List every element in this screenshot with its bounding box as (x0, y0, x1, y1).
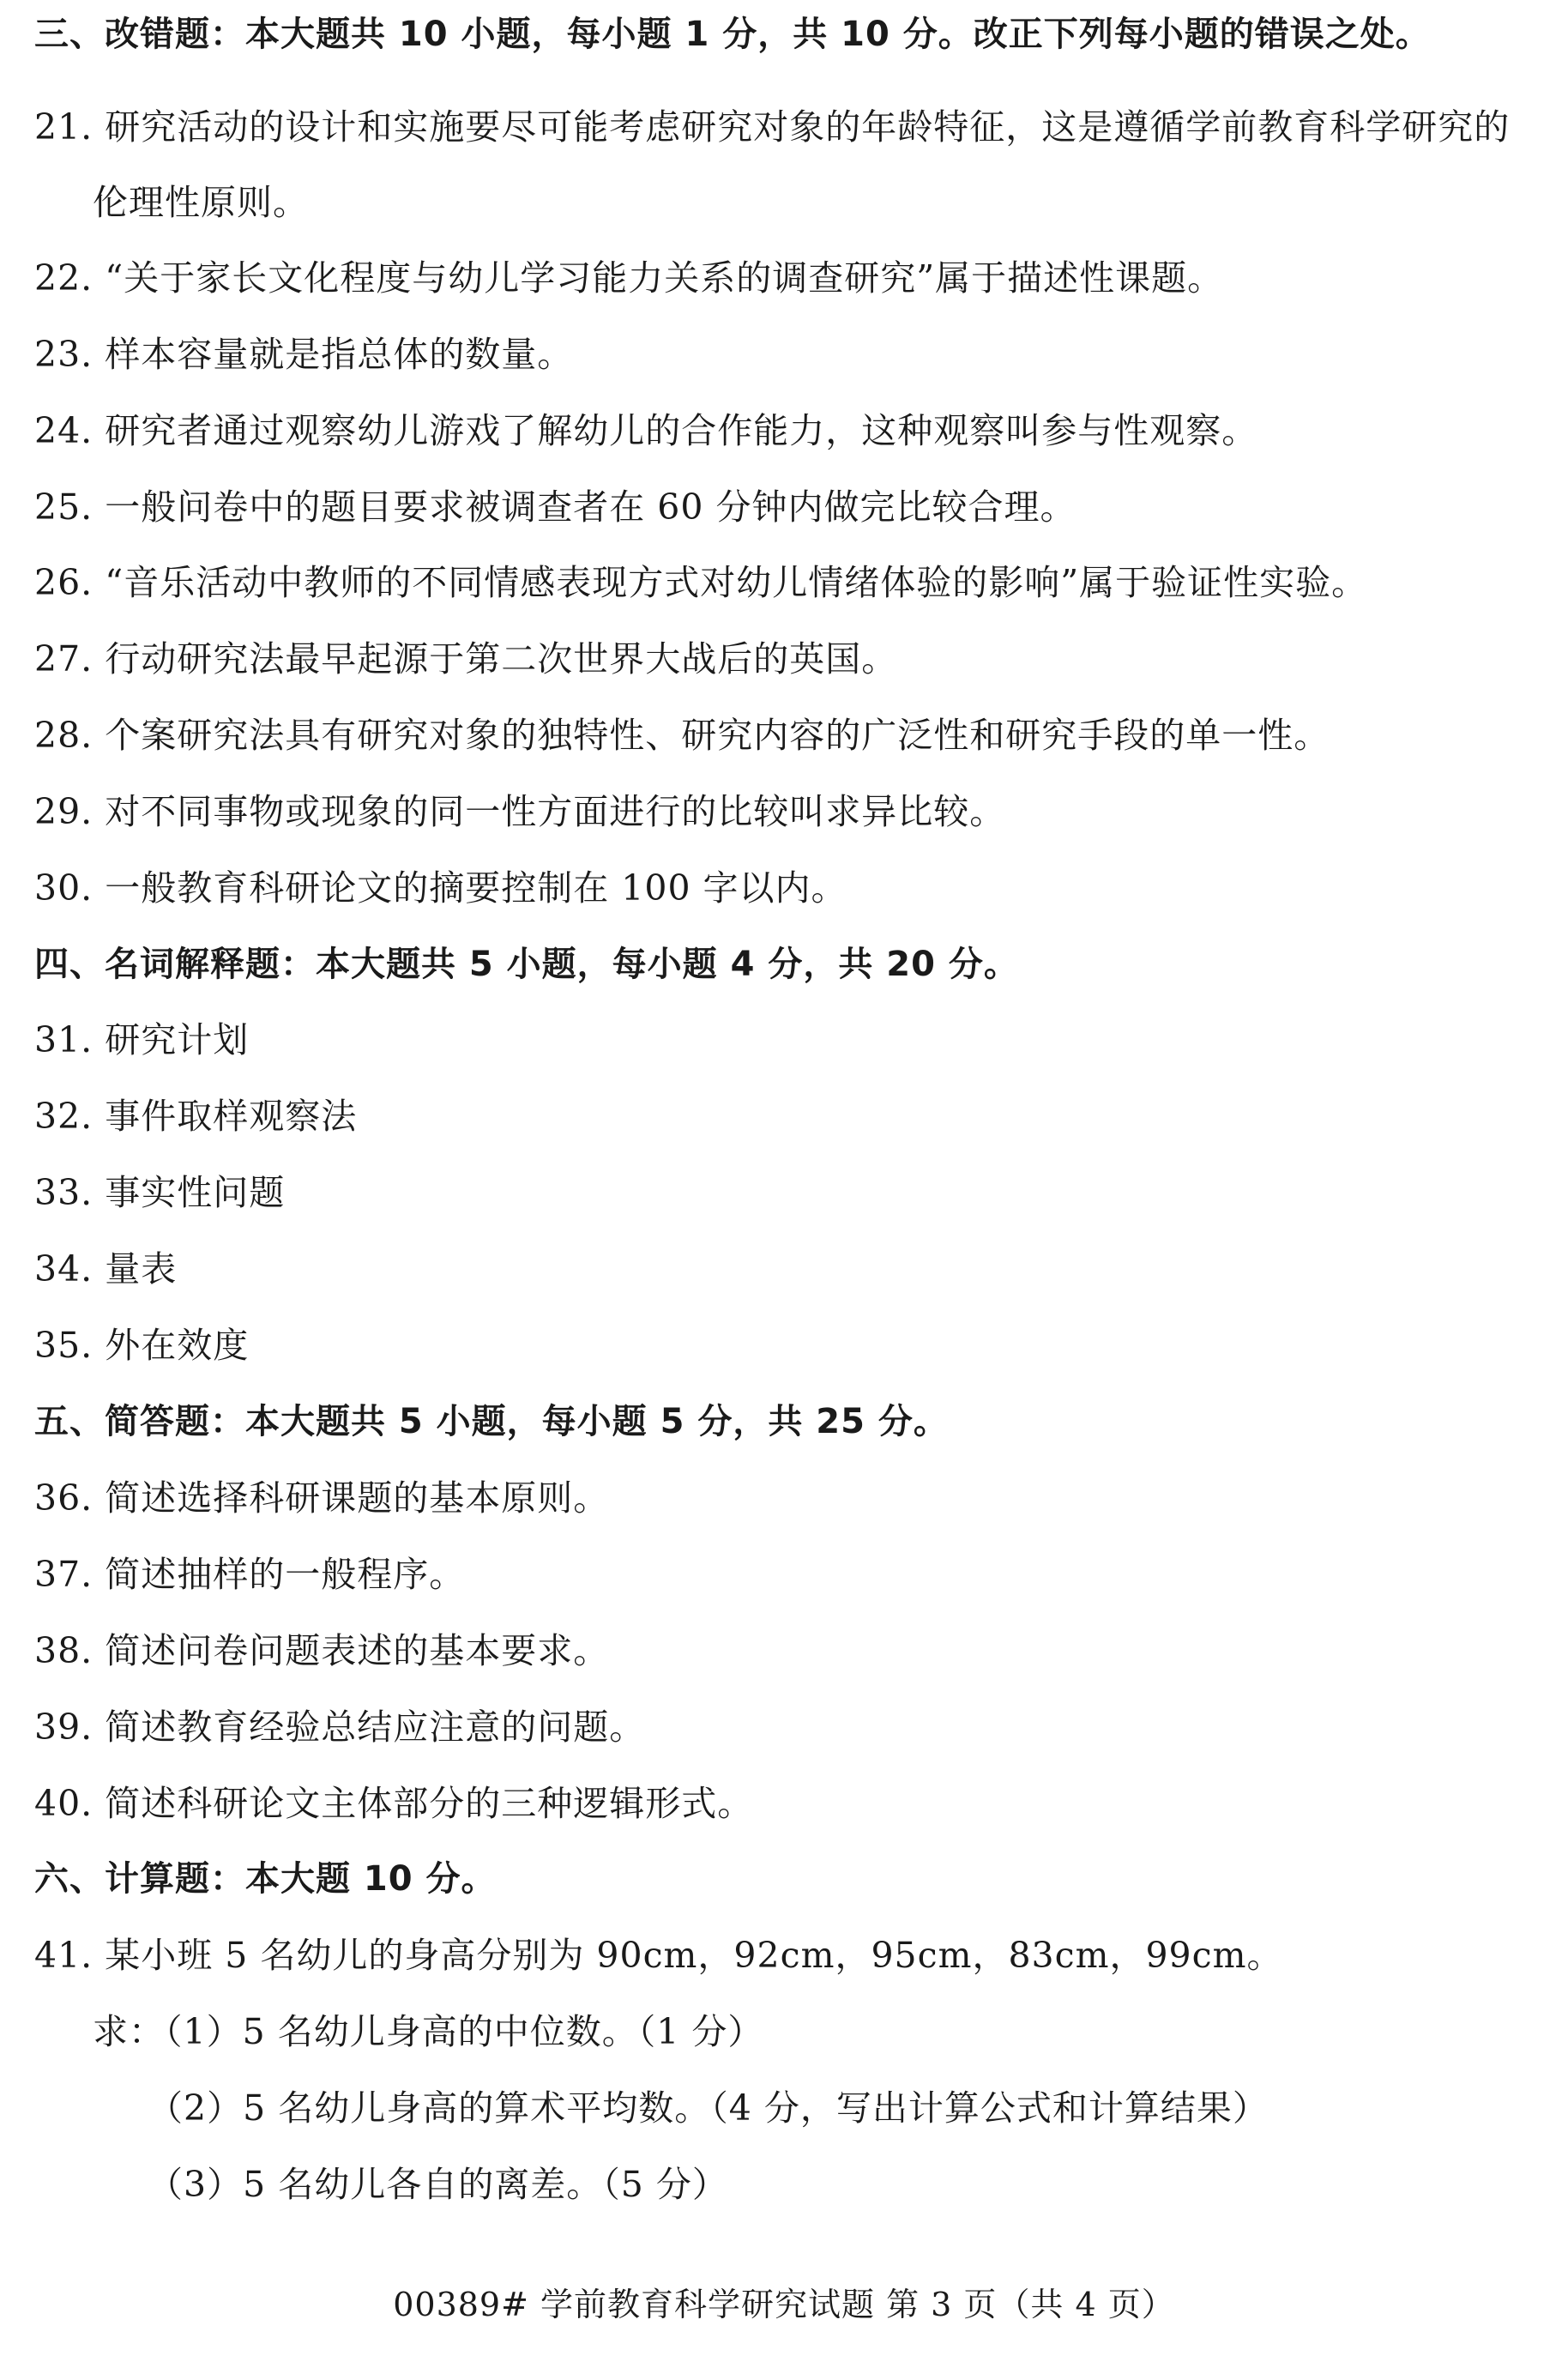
question-27: 27. 行动研究法最早起源于第二次世界大战后的英国。 (34, 638, 898, 680)
question-35: 35. 外在效度 (34, 1325, 250, 1366)
question-30: 30. 一般教育科研论文的摘要控制在 100 字以内。 (34, 867, 847, 909)
section-6-heading: 六、计算题：本大题 10 分。 (34, 1859, 497, 1899)
question-40: 40. 简述科研论文主体部分的三种逻辑形式。 (34, 1783, 754, 1824)
question-26: 26. “音乐活动中教师的不同情感表现方式对幼儿情绪体验的影响”属于验证性实验。 (34, 562, 1368, 603)
question-21-line-1: 21. 研究活动的设计和实施要尽可能考虑研究对象的年龄特征，这是遵循学前教育科学研究的 (34, 106, 1511, 148)
question-36: 36. 简述选择科研课题的基本原则。 (34, 1477, 610, 1519)
section-4-heading: 四、名词解释题：本大题共 5 小题，每小题 4 分，共 20 分。 (34, 945, 1019, 984)
question-38: 38. 简述问卷问题表述的基本要求。 (34, 1630, 610, 1671)
question-25: 25. 一般问卷中的题目要求被调查者在 60 分钟内做完比较合理。 (34, 486, 1076, 528)
question-24: 24. 研究者通过观察幼儿游戏了解幼儿的合作能力，这种观察叫参与性观察。 (34, 410, 1258, 451)
question-41-part-3: （3）5 名幼儿各自的离差。（5 分） (148, 2164, 728, 2205)
question-22: 22. “关于家长文化程度与幼儿学习能力关系的调查研究”属于描述性课题。 (34, 257, 1224, 299)
question-21-line-2: 伦理性原则。 (93, 182, 309, 223)
question-33: 33. 事实性问题 (34, 1172, 286, 1213)
question-41-part-1: 求：（1）5 名幼儿身高的中位数。（1 分） (93, 2011, 764, 2052)
question-41-part-2: （2）5 名幼儿身高的算术平均数。（4 分，写出计算公式和计算结果） (148, 2087, 1269, 2129)
section-5-heading: 五、简答题：本大题共 5 小题，每小题 5 分，共 25 分。 (34, 1402, 949, 1441)
question-31: 31. 研究计划 (34, 1019, 250, 1060)
question-41: 41. 某小班 5 名幼儿的身高分别为 90cm，92cm，95cm，83cm，99cm。 (34, 1935, 1283, 1976)
question-28: 28. 个案研究法具有研究对象的独特性、研究内容的广泛性和研究手段的单一性。 (34, 715, 1330, 756)
section-3-heading: 三、改错题：本大题共 10 小题，每小题 1 分，共 10 分。改正下列每小题的错误之处。 (34, 15, 1431, 54)
page-footer: 00389# 学前教育科学研究试题 第 3 页（共 4 页） (393, 2286, 1175, 2323)
question-39: 39. 简述教育经验总结应注意的问题。 (34, 1707, 646, 1748)
question-23: 23. 样本容量就是指总体的数量。 (34, 334, 574, 375)
question-32: 32. 事件取样观察法 (34, 1096, 358, 1137)
question-29: 29. 对不同事物或现象的同一性方面进行的比较叫求异比较。 (34, 791, 1006, 832)
question-34: 34. 量表 (34, 1248, 178, 1290)
question-37: 37. 简述抽样的一般程序。 (34, 1554, 466, 1595)
